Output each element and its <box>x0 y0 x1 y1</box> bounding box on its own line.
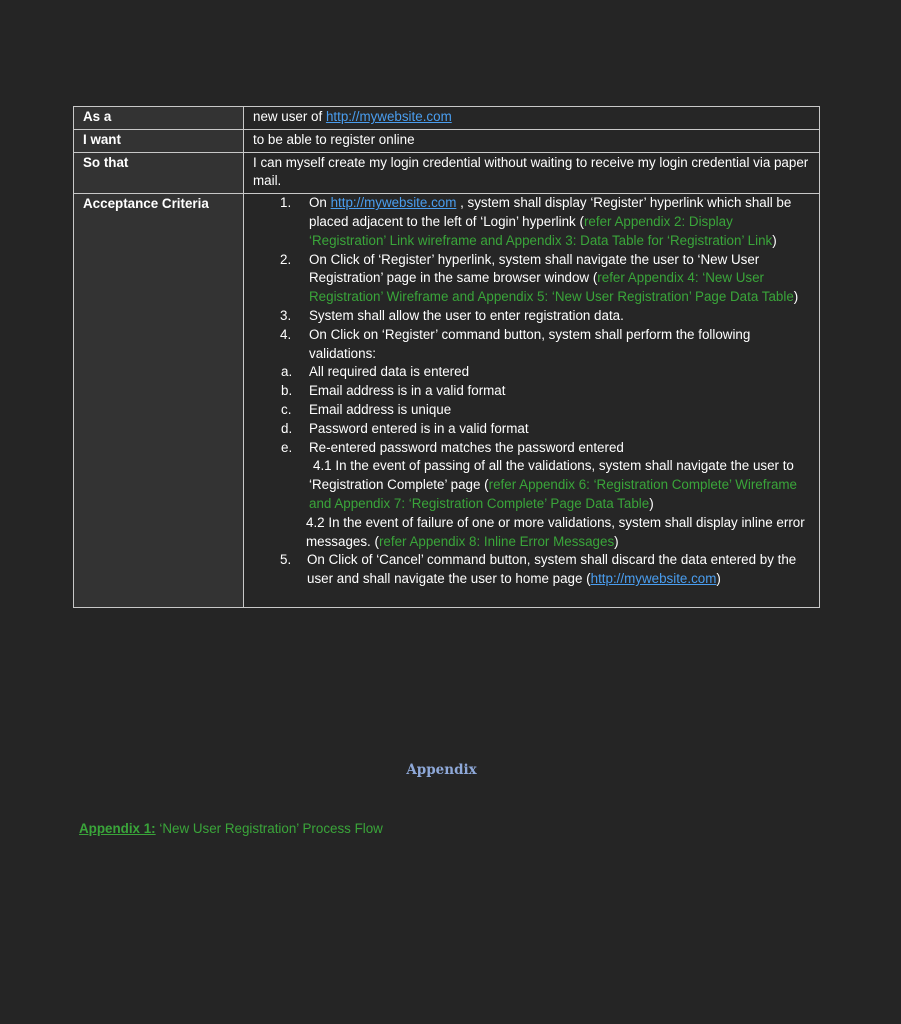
appendix-heading: Appendix <box>406 762 477 778</box>
criterion-text: On Click of ‘Cancel’ command button, system shall discard the data entered by the user and shall navigate the user to home page ( <box>307 552 797 587</box>
criterion-3 <box>253 307 810 326</box>
acceptance-criteria-label: Acceptance Criteria <box>74 194 244 608</box>
validation-text: Password entered is in a valid format <box>309 420 529 436</box>
criterion-1 <box>253 194 810 250</box>
criterion-text: On Click on ‘Register’ command button, system shall perform the following validations: <box>309 326 751 361</box>
criterion-text: On Click of ‘Register’ hyperlink, system shall navigate the user to ‘New User Registration’ page in the same browser window ( <box>309 251 760 286</box>
validation-text: Email address is in a valid format <box>309 383 506 399</box>
note-text: In the event of passing of all the validations, system shall navigate the user to ‘Registration Complete’ page ( <box>309 458 794 493</box>
validation-letter: a. <box>281 364 293 380</box>
website-link[interactable]: http://mywebsite.com <box>330 195 457 211</box>
note-4-2 <box>253 514 810 552</box>
appendix-1-title: ‘New User Registration’ Process Flow <box>155 821 383 836</box>
appendix-1-reference[interactable]: Appendix 1: <box>79 821 156 836</box>
validation-item <box>253 382 810 401</box>
closing-paren: ) <box>716 571 721 587</box>
validation-item <box>253 363 810 382</box>
criterion-5 <box>253 551 810 589</box>
validation-item <box>253 420 810 439</box>
note-number: 4.1 <box>313 458 332 474</box>
criterion-text: , system shall display ‘Register’ hyperlink which shall be placed adjacent to the left of ‘Login’ hyperlink ( <box>309 195 792 229</box>
criterion-4 <box>253 326 810 364</box>
criterion-text: System shall allow the user to enter registration data. <box>309 307 624 323</box>
row-i-want <box>74 129 820 152</box>
note-number: 4.2 <box>306 514 325 530</box>
validation-letter: e. <box>281 439 293 455</box>
note-text: In the event of failure of one or more validations, system shall display inline error messages. ( <box>306 514 805 549</box>
i-want-label: I want <box>74 129 244 152</box>
validation-item <box>253 439 810 458</box>
validation-text: Email address is unique <box>309 401 452 417</box>
appendix-reference: refer Appendix 2: Display ‘Registration’ Link wireframe and Appendix 3: Data Table for ‘Registration’ Link <box>309 213 773 248</box>
appendix-reference: refer Appendix 6: ‘Registration Complete’ Wireframe and Appendix 7: ‘Registration Complete’ Page Data Table <box>309 477 797 511</box>
appendix-reference: refer Appendix 4: ‘New User Registration’ Wireframe and Appendix 5: ‘New User Registration’ Page Data Table <box>309 270 794 305</box>
as-a-prefix: new user of <box>253 109 326 124</box>
validation-list <box>253 363 810 457</box>
criterion-2 <box>253 251 810 307</box>
criteria-list <box>253 194 810 363</box>
criterion-number: 4. <box>280 326 292 342</box>
as-a-value <box>244 107 820 130</box>
closing-paren: ) <box>649 495 654 511</box>
appendix-reference: refer Appendix 8: Inline Error Messages <box>378 533 615 549</box>
validation-item <box>253 401 810 420</box>
criterion-number: 3. <box>280 307 292 323</box>
criterion-text: On <box>309 195 331 211</box>
validation-text: All required data is entered <box>309 364 470 380</box>
appendix-1-caption <box>79 821 383 836</box>
criteria-list-continued <box>253 551 810 589</box>
closing-paren: ) <box>793 289 799 305</box>
criterion-number: 1. <box>280 195 292 211</box>
user-story-table <box>73 106 820 608</box>
website-link[interactable]: http://mywebsite.com <box>590 571 717 587</box>
validation-letter: d. <box>281 420 293 436</box>
so-that-value: I can myself create my login credential without waiting to receive my login credential via paper mail. <box>244 152 820 194</box>
closing-paren: ) <box>772 232 777 248</box>
criterion-number: 2. <box>280 251 292 267</box>
note-4-1 <box>253 457 810 513</box>
row-so-that <box>74 152 820 194</box>
row-acceptance-criteria <box>74 194 820 608</box>
website-link[interactable]: http://mywebsite.com <box>325 109 452 124</box>
validation-letter: b. <box>281 383 293 399</box>
as-a-label: As a <box>74 107 244 130</box>
validation-letter: c. <box>281 401 292 417</box>
acceptance-criteria-value <box>244 194 820 608</box>
i-want-value: to be able to register online <box>244 129 820 152</box>
so-that-label: So that <box>74 152 244 194</box>
criterion-number: 5. <box>280 552 292 568</box>
validation-text: Re-entered password matches the password entered <box>309 439 624 455</box>
row-as-a <box>74 107 820 130</box>
closing-paren: ) <box>614 533 619 549</box>
